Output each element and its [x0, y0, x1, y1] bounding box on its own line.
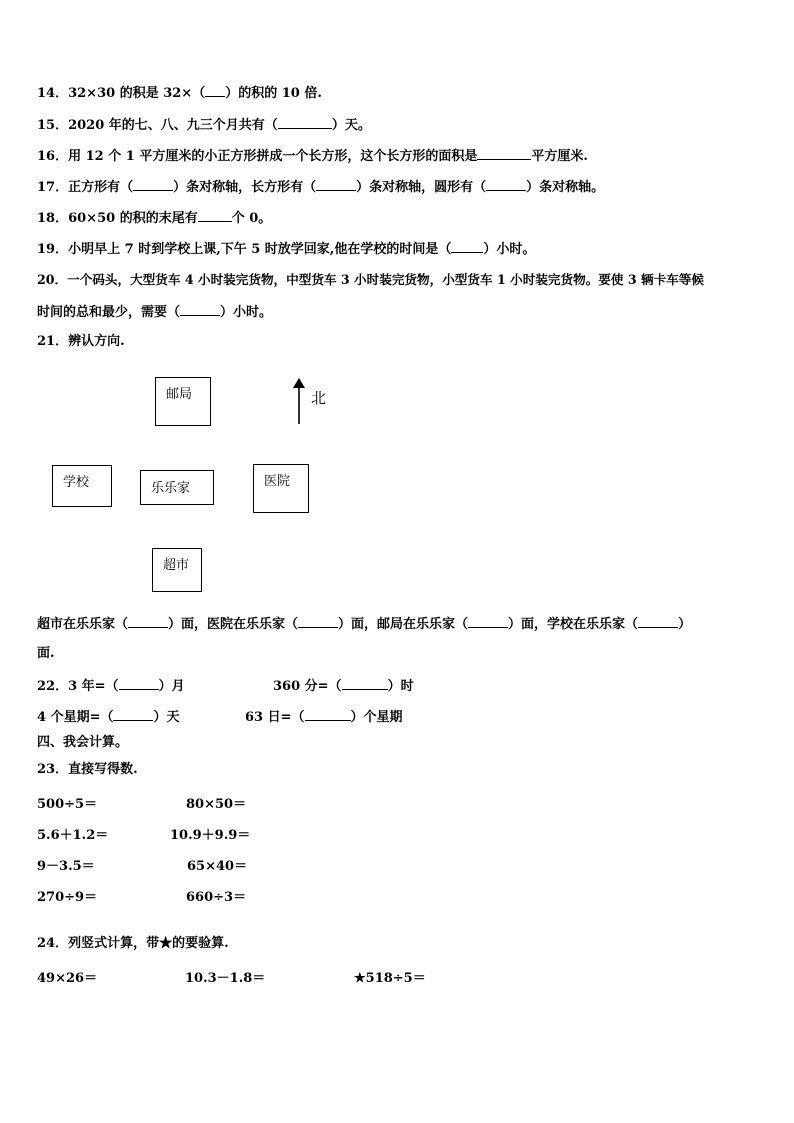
- q23-row3-left: 9－3.5＝: [37, 859, 95, 874]
- question-18: [37, 209, 271, 227]
- q21-fill-p5: ）: [678, 617, 692, 632]
- q19-suffix: ）小时。: [483, 242, 536, 257]
- north-label: 北: [311, 389, 327, 407]
- hospital-label: 医院: [264, 474, 291, 489]
- q15-prefix: 15．2020 年的七、八、九三个月共有（: [37, 118, 278, 133]
- question-22-row2-col1: [37, 708, 179, 726]
- q21-blank-post-office[interactable]: [468, 615, 508, 628]
- question-21-fill-line2: [37, 646, 55, 662]
- q21-blank-school[interactable]: [638, 615, 678, 628]
- q23-row4-right: 660÷3＝: [186, 890, 247, 905]
- q20-line2-prefix: 时间的总和最少，需要（: [37, 305, 181, 320]
- q17-blank-rectangle[interactable]: [316, 178, 356, 191]
- q19-blank[interactable]: [451, 240, 483, 253]
- q22-blank-hours[interactable]: [342, 677, 388, 690]
- q22-r1c2-suffix: ）时: [387, 679, 414, 694]
- section-4-title: 四、我会计算。: [37, 735, 129, 750]
- q18-suffix: 个 0。: [231, 211, 272, 226]
- question-21-fill-line1: [37, 615, 691, 633]
- q20-line2-suffix: ）小时。: [220, 305, 273, 320]
- q16-suffix: 平方厘米.: [531, 149, 588, 164]
- q22-r1c2-prefix: 360 分=（: [273, 679, 342, 694]
- q16-prefix: 16．用 12 个 1 平方厘米的小正方形拼成一个长方形，这个长方形的面积是: [37, 149, 478, 164]
- q16-blank[interactable]: [477, 147, 531, 160]
- q20-blank[interactable]: [180, 303, 220, 316]
- q17-part1: 17．正方形有（: [37, 180, 134, 195]
- q22-r1c1-prefix: 22．3 年=（: [37, 679, 119, 694]
- q22-r2c1-prefix: 4 个星期=（: [37, 710, 114, 725]
- section-4-heading: [37, 735, 128, 751]
- question-22-row1-col2: [273, 677, 414, 695]
- q17-blank-circle[interactable]: [486, 178, 526, 191]
- q21-fill-p3: ）面，邮局在乐乐家（: [338, 617, 469, 632]
- question-22-row1-col1: [37, 677, 185, 695]
- supermarket-label: 超市: [163, 558, 190, 573]
- q18-blank[interactable]: [198, 209, 232, 222]
- q21-blank-hospital[interactable]: [298, 615, 338, 628]
- q22-r1c1-suffix: ）月: [158, 679, 185, 694]
- q22-r2c2-prefix: 63 日=（: [245, 710, 305, 725]
- q22-r2c1-suffix: ）天: [153, 710, 180, 725]
- question-20-line1: [37, 272, 704, 288]
- post-office-label: 邮局: [166, 387, 193, 402]
- q21-fill-p2: ）面，医院在乐乐家（: [168, 617, 299, 632]
- q22-r2c2-suffix: ）个星期: [350, 710, 403, 725]
- q17-part4: ）条对称轴。: [526, 180, 605, 195]
- q23-row3-right: 65×40＝: [187, 859, 248, 874]
- question-19: [37, 240, 535, 258]
- school-label: 学校: [63, 475, 90, 490]
- q17-part3: ）条对称轴，圆形有（: [356, 180, 487, 195]
- q23-row2-left: 5.6＋1.2＝: [37, 828, 109, 843]
- lele-home-label: 乐乐家: [151, 481, 191, 496]
- question-15: [37, 116, 371, 134]
- q15-suffix: ）天。: [331, 118, 371, 133]
- question-17: [37, 178, 604, 196]
- hospital-box: [253, 464, 309, 513]
- q24-item-3: ★518÷5＝: [354, 971, 426, 986]
- school-box: [52, 465, 112, 507]
- question-20-line2: [37, 303, 272, 321]
- q14-suffix: ）的积的 10 倍.: [225, 86, 322, 101]
- q22-blank-months[interactable]: [119, 677, 159, 690]
- q14-prefix: 14．32×30 的积是 32×（: [37, 86, 206, 101]
- question-21-title: [37, 334, 125, 350]
- q23-row1-left: 500÷5＝: [37, 797, 98, 812]
- question-16: [37, 147, 588, 165]
- q24-title: 24．列竖式计算，带★的要验算.: [37, 936, 229, 951]
- q21-fill-p4: ）面，学校在乐乐家（: [508, 617, 639, 632]
- q20-line1: 20．一个码头，大型货车 4 小时装完货物，中型货车 3 小时装完货物，小型货车 1 小时装完货物。要使 3 辆卡车等候: [37, 272, 704, 287]
- question-22-row2-col2: [245, 708, 403, 726]
- q23-row2-right: 10.9＋9.9＝: [170, 828, 251, 843]
- q21-title: 21．辨认方向.: [37, 334, 125, 349]
- post-office-box: [155, 377, 211, 426]
- q15-blank[interactable]: [278, 116, 332, 129]
- question-14: [37, 84, 322, 102]
- north-arrow-icon: [292, 378, 306, 424]
- supermarket-box: [152, 548, 202, 592]
- q23-title: 23．直接写得数.: [37, 762, 138, 777]
- q24-item-1: 49×26＝: [37, 971, 98, 986]
- lele-home-box: [140, 470, 214, 505]
- question-23-title: [37, 762, 138, 778]
- q17-blank-square[interactable]: [133, 178, 173, 191]
- q21-fill-p1: 超市在乐乐家（: [37, 617, 129, 632]
- question-24-title: [37, 936, 229, 952]
- q19-prefix: 19．小明早上 7 时到学校上课,下午 5 时放学回家,他在学校的时间是（: [37, 242, 452, 257]
- q22-blank-weeks[interactable]: [305, 708, 351, 721]
- q22-blank-days[interactable]: [113, 708, 153, 721]
- q23-row4-left: 270÷9＝: [37, 890, 98, 905]
- q21-fill-line2: 面.: [37, 646, 55, 661]
- q18-prefix: 18．60×50 的积的末尾有: [37, 211, 198, 226]
- q14-blank[interactable]: [205, 84, 225, 97]
- q17-part2: ）条对称轴，长方形有（: [173, 180, 317, 195]
- q21-blank-supermarket[interactable]: [128, 615, 168, 628]
- q23-row1-right: 80×50＝: [186, 797, 247, 812]
- q24-item-2: 10.3－1.8＝: [185, 971, 266, 986]
